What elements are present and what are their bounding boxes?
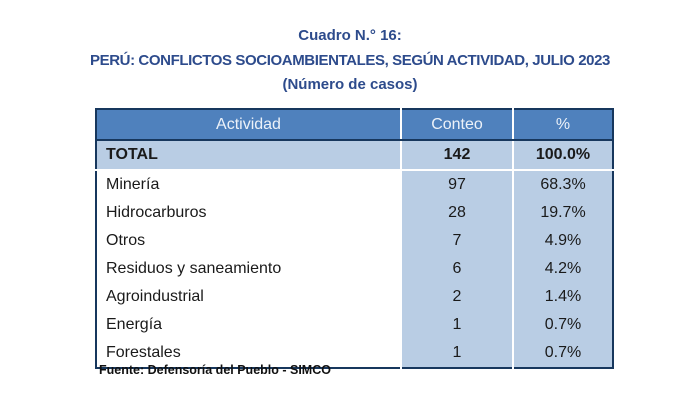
total-label: TOTAL (96, 140, 401, 170)
count-cell: 6 (401, 255, 513, 283)
percent-cell: 0.7% (513, 339, 613, 368)
activity-cell: Agroindustrial (96, 283, 401, 311)
percent-cell: 1.4% (513, 283, 613, 311)
conflicts-by-activity-table (95, 108, 614, 369)
activity-cell: Energía (96, 311, 401, 339)
percent-cell: 68.3% (513, 170, 613, 199)
activity-cell: Otros (96, 227, 401, 255)
activity-cell: Residuos y saneamiento (96, 255, 401, 283)
total-count: 142 (401, 140, 513, 170)
count-cell: 1 (401, 311, 513, 339)
table-row (96, 199, 613, 227)
percent-cell: 4.9% (513, 227, 613, 255)
percent-cell: 4.2% (513, 255, 613, 283)
table-row (96, 311, 613, 339)
col-header-actividad: Actividad (96, 109, 401, 140)
activity-cell: Hidrocarburos (96, 199, 401, 227)
title-line-3: (Número de casos) (282, 76, 418, 93)
source-note: Fuente: Defensoría del Pueblo - SIMCO (99, 363, 331, 377)
total-row (96, 140, 613, 170)
title-line-2: PERÚ: CONFLICTOS SOCIOAMBIENTALES, SEGÚN ACTIVIDAD, JULIO 2023 (90, 52, 610, 69)
count-cell: 28 (401, 199, 513, 227)
percent-cell: 19.7% (513, 199, 613, 227)
header-row (96, 109, 613, 140)
col-header-percent: % (513, 109, 613, 140)
activity-cell: Forestales (96, 339, 401, 368)
table-row (96, 227, 613, 255)
count-cell: 7 (401, 227, 513, 255)
table-title-block (0, 27, 700, 93)
activity-cell: Minería (96, 170, 401, 199)
col-header-conteo: Conteo (401, 109, 513, 140)
total-percent: 100.0% (513, 140, 613, 170)
percent-cell: 0.7% (513, 311, 613, 339)
count-cell: 2 (401, 283, 513, 311)
count-cell: 97 (401, 170, 513, 199)
count-cell: 1 (401, 339, 513, 368)
table-row (96, 170, 613, 199)
table-row (96, 283, 613, 311)
table-row (96, 255, 613, 283)
title-line-1: Cuadro N.° 16: (298, 27, 402, 44)
